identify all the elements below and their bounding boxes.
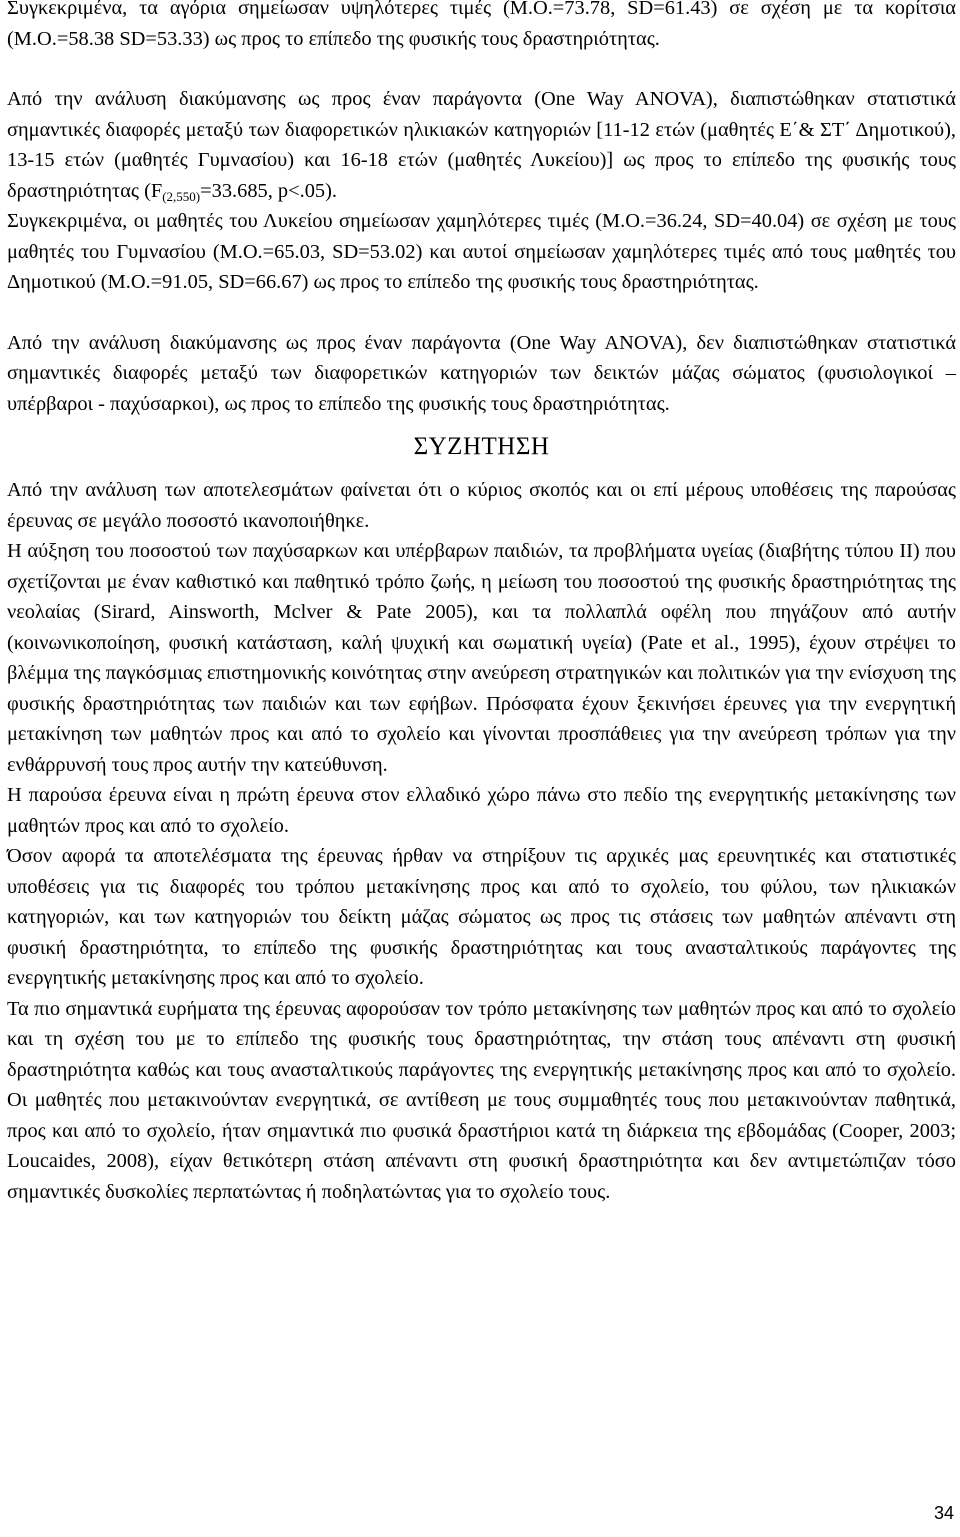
section-heading-discussion: ΣΥΖΗΤΗΣΗ bbox=[413, 433, 550, 460]
discussion-paragraph-4: Όσον αφορά τα αποτελέσματα της έρευνας ήρθαν να στηρίξουν τις αρχικές μας ερευνητικές και στατιστικές υποθέσεις για τις διαφορές του τρόπου μετακίνησης προς και από το σχολείο, του φύλου, των ηλικιακών κατηγοριών, και των κατηγοριών του δείκτη μάζας σώματος ως προς τις στάσεις των μαθητών απέναντι στη φυσική δραστηριότητα, το επίπεδο της φυσικής δραστηριότητας και τους ανασταλτικούς παράγοντες της ενεργητικής μετακίνησης προς και από το σχολείο. bbox=[7, 845, 956, 989]
results-age-anova-paragraph bbox=[7, 84, 956, 206]
results-gender-paragraph: Συγκεκριμένα, τα αγόρια σημείωσαν υψηλότερες τιμές (Μ.Ο.=73.78, SD=61.43) σε σχέση με τα κορίτσια (Μ.Ο.=58.38 SD=53.33) ως προς το επίπεδο της φυσικής τους δραστηριότητας. bbox=[7, 0, 956, 50]
document-page bbox=[7, 0, 956, 1207]
paragraph-spacer bbox=[7, 298, 956, 328]
heading-spacer bbox=[7, 467, 956, 475]
results-bmi-paragraph: Από την ανάλυση διακύμανσης ως προς έναν παράγοντα (One Way ANOVA), δεν διαπιστώθηκαν στατιστικά σημαντικές διαφορές μεταξύ των διαφορετικών κατηγοριών των δεικτών μάζας σώματος (φυσιολογικοί – υπέρβαροι - παχύσαρκοι), ως προς το επίπεδο της φυσικής τους δραστηριότητας. bbox=[7, 331, 956, 415]
degrees-of-freedom-subscript: (2,550) bbox=[162, 188, 201, 204]
anova-age-statistic: =33.685, p<.05). bbox=[200, 179, 337, 202]
results-age-means-paragraph: Συγκεκριμένα, οι μαθητές του Λυκείου σημείωσαν χαμηλότερες τιμές (Μ.Ο.=36.24, SD=40.04) σε σχέση με τους μαθητές του Γυμνασίου (Μ.Ο.=65.03, SD=53.02) και αυτοί σημείωσαν χαμηλότερες τιμές από τους μαθητές του Δημοτικού (Μ.Ο.=91.05, SD=66.67) ως προς το επίπεδο της φυσικής τους δραστηριότητας. bbox=[7, 210, 956, 293]
discussion-paragraph-3: Η παρούσα έρευνα είναι η πρώτη έρευνα στον ελλαδικό χώρο πάνω στο πεδίο της ενεργητικής μετακίνησης των μαθητών προς και από το σχολείο. bbox=[7, 784, 956, 837]
discussion-paragraph-1: Από την ανάλυση των αποτελεσμάτων φαίνεται ότι ο κύριος σκοπός και οι επί μέρους υποθέσεις της παρούσας έρευνας σε μεγάλο ποσοστό ικανοποιήθηκε. bbox=[7, 479, 956, 532]
paragraph-spacer bbox=[7, 54, 956, 84]
heading-spacer bbox=[7, 419, 956, 427]
page-number: 34 bbox=[933, 1503, 954, 1523]
anova-age-text: Από την ανάλυση διακύμανσης ως προς έναν παράγοντα (One Way ANOVA), διαπιστώθηκαν στατιστικά σημαντικές διαφορές μεταξύ των διαφορετικών ηλικιακών κατηγοριών [11-12 ετών (μαθητές Ε΄& ΣΤ΄ Δημοτικού), 13-15 ετών (μαθητές Γυμνασίου) και 16-18 ετών (μαθητές Λυκείου)] ως προς το επίπεδο της φυσικής τους δραστηριότητας (F bbox=[7, 88, 956, 202]
discussion-paragraph-5: Τα πιο σημαντικά ευρήματα της έρευνας αφορούσαν τον τρόπο μετακίνησης των μαθητών προς και από το σχολείο και τη σχέση του με το επίπεδο της φυσικής τους δραστηριότητας, την στάση τους απέναντι στη φυσική δραστηριότητα καθώς και τους ανασταλτικούς παράγοντες της ενεργητικής μετακίνησης προς και από το σχολείο. Οι μαθητές που μετακινούνταν ενεργητικά, σε αντίθεση με τους συμμαθητές τους που μετακινούνταν παθητικά, προς και από το σχολείο, ήταν σημαντικά πιο φυσικά δραστήριοι κατά τη διάρκεια της εβδομάδας (Cooper, 2003; Loucaides, 2008), είχαν θετικότερη στάση απέναντι στη φυσική δραστηριότητα και δεν αντιμετώπιζαν τόσο σημαντικές δυσκολίες περπατώντας ή ποδηλατώντας για το σχολείο τους. bbox=[7, 997, 956, 1203]
discussion-paragraph-2: Η αύξηση του ποσοστού των παχύσαρκων και υπέρβαρων παιδιών, τα προβλήματα υγείας (διαβήτης τύπου ΙΙ) που σχετίζονται με έναν καθιστικό και παθητικό τρόπο ζωής, η μείωση του ποσοστού της φυσικής δραστηριότητας της νεολαίας (Sirard, Ainsworth, Mclver & Pate 2005), και τα πολλαπλά οφέλη που πηγάζουν από αυτήν (κοινωνικοποίηση, φυσική κατάσταση, καλή ψυχική και σωματική υγεία) (Pate et al., 1995), έχουν στρέψει το βλέμμα της παγκόσμιας επιστημονικής κοινότητας στην ανεύρεση στρατηγικών και πολιτικών για την ενίσχυση της φυσικής δραστηριότητας των παιδιών και των εφήβων. Πρόσφατα έχουν ξεκινήσει έρευνες για την ενεργητική μετακίνηση των μαθητών προς και από το σχολείο και γίνονται προσπάθειες για την ανεύρεση τρόπων για την ενθάρρυνσή τους προς αυτήν την κατεύθυνση. bbox=[7, 540, 956, 776]
